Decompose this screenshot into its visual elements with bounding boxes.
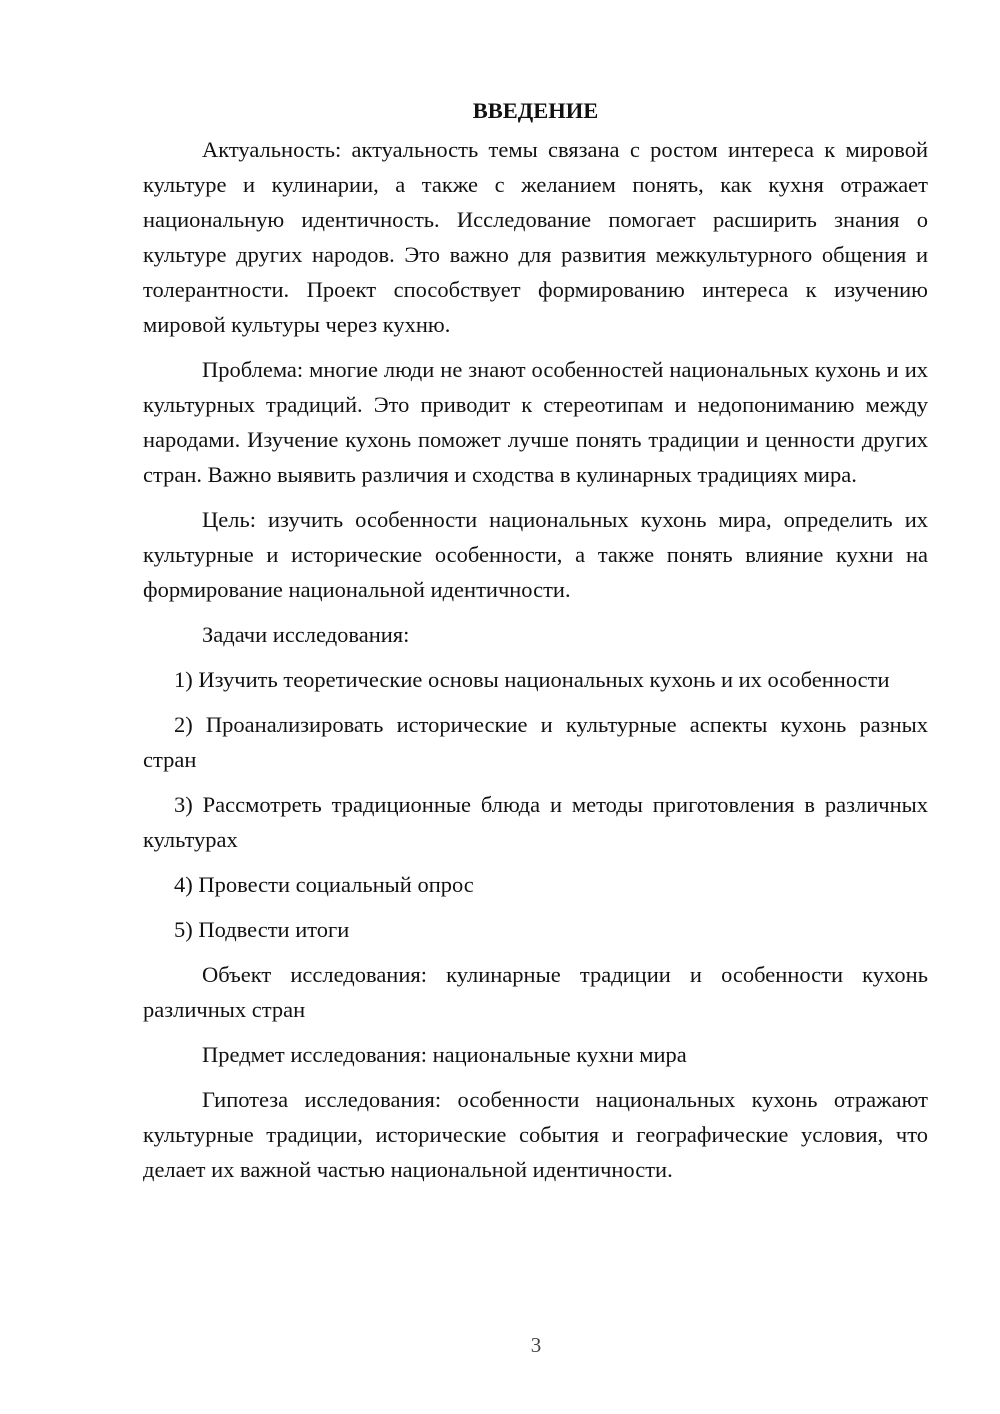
subject-paragraph: Предмет исследования: национальные кухни мира [202, 1042, 687, 1067]
page-title: ВВЕДЕНИЕ [472, 98, 599, 123]
page-number: 3 [530, 1333, 542, 1357]
goal-paragraph: Цель: изучить особенности национальных кухонь мира, определить их культурные и исторические особенности, а также понять влияние кухни на формирование национальной идентичности. [143, 507, 928, 602]
relevance-paragraph: Актуальность: актуальность темы связана с ростом интереса к мировой культуре и кулинарии, а также с желанием понять, как кухня отражает национальную идентичность. Исследование помогает расширить знания о культуре других народов. Это важно для развития межкультурного общения и толерантности. Проект способствует формированию интереса к изучению мировой культуры через кухню. [143, 137, 928, 337]
task-item-4: 4) Провести социальный опрос [174, 872, 474, 897]
tasks-heading: Задачи исследования: [202, 622, 410, 647]
object-paragraph: Объект исследования: кулинарные традиции и особенности кухонь различных стран [143, 962, 928, 1022]
hypothesis-paragraph: Гипотеза исследования: особенности национальных кухонь отражают культурные традиции, исторические события и географические условия, что делает их важной частью национальной идентичности. [143, 1087, 928, 1182]
task-item-1: 1) Изучить теоретические основы национальных кухонь и их особенности [174, 667, 890, 692]
task-item-2: 2) Проанализировать исторические и культурные аспекты кухонь разных стран [143, 712, 928, 772]
document-page [143, 96, 928, 1197]
problem-paragraph: Проблема: многие люди не знают особенностей национальных кухонь и их культурных традиций. Это приводит к стереотипам и недопониманию между народами. Изучение кухонь поможет лучше понять традиции и ценности других стран. Важно выявить различия и сходства в кулинарных традициях мира. [143, 357, 928, 487]
task-item-5: 5) Подвести итоги [174, 917, 350, 942]
task-item-3: 3) Рассмотреть традиционные блюда и методы приготовления в различных культурах [143, 792, 928, 852]
